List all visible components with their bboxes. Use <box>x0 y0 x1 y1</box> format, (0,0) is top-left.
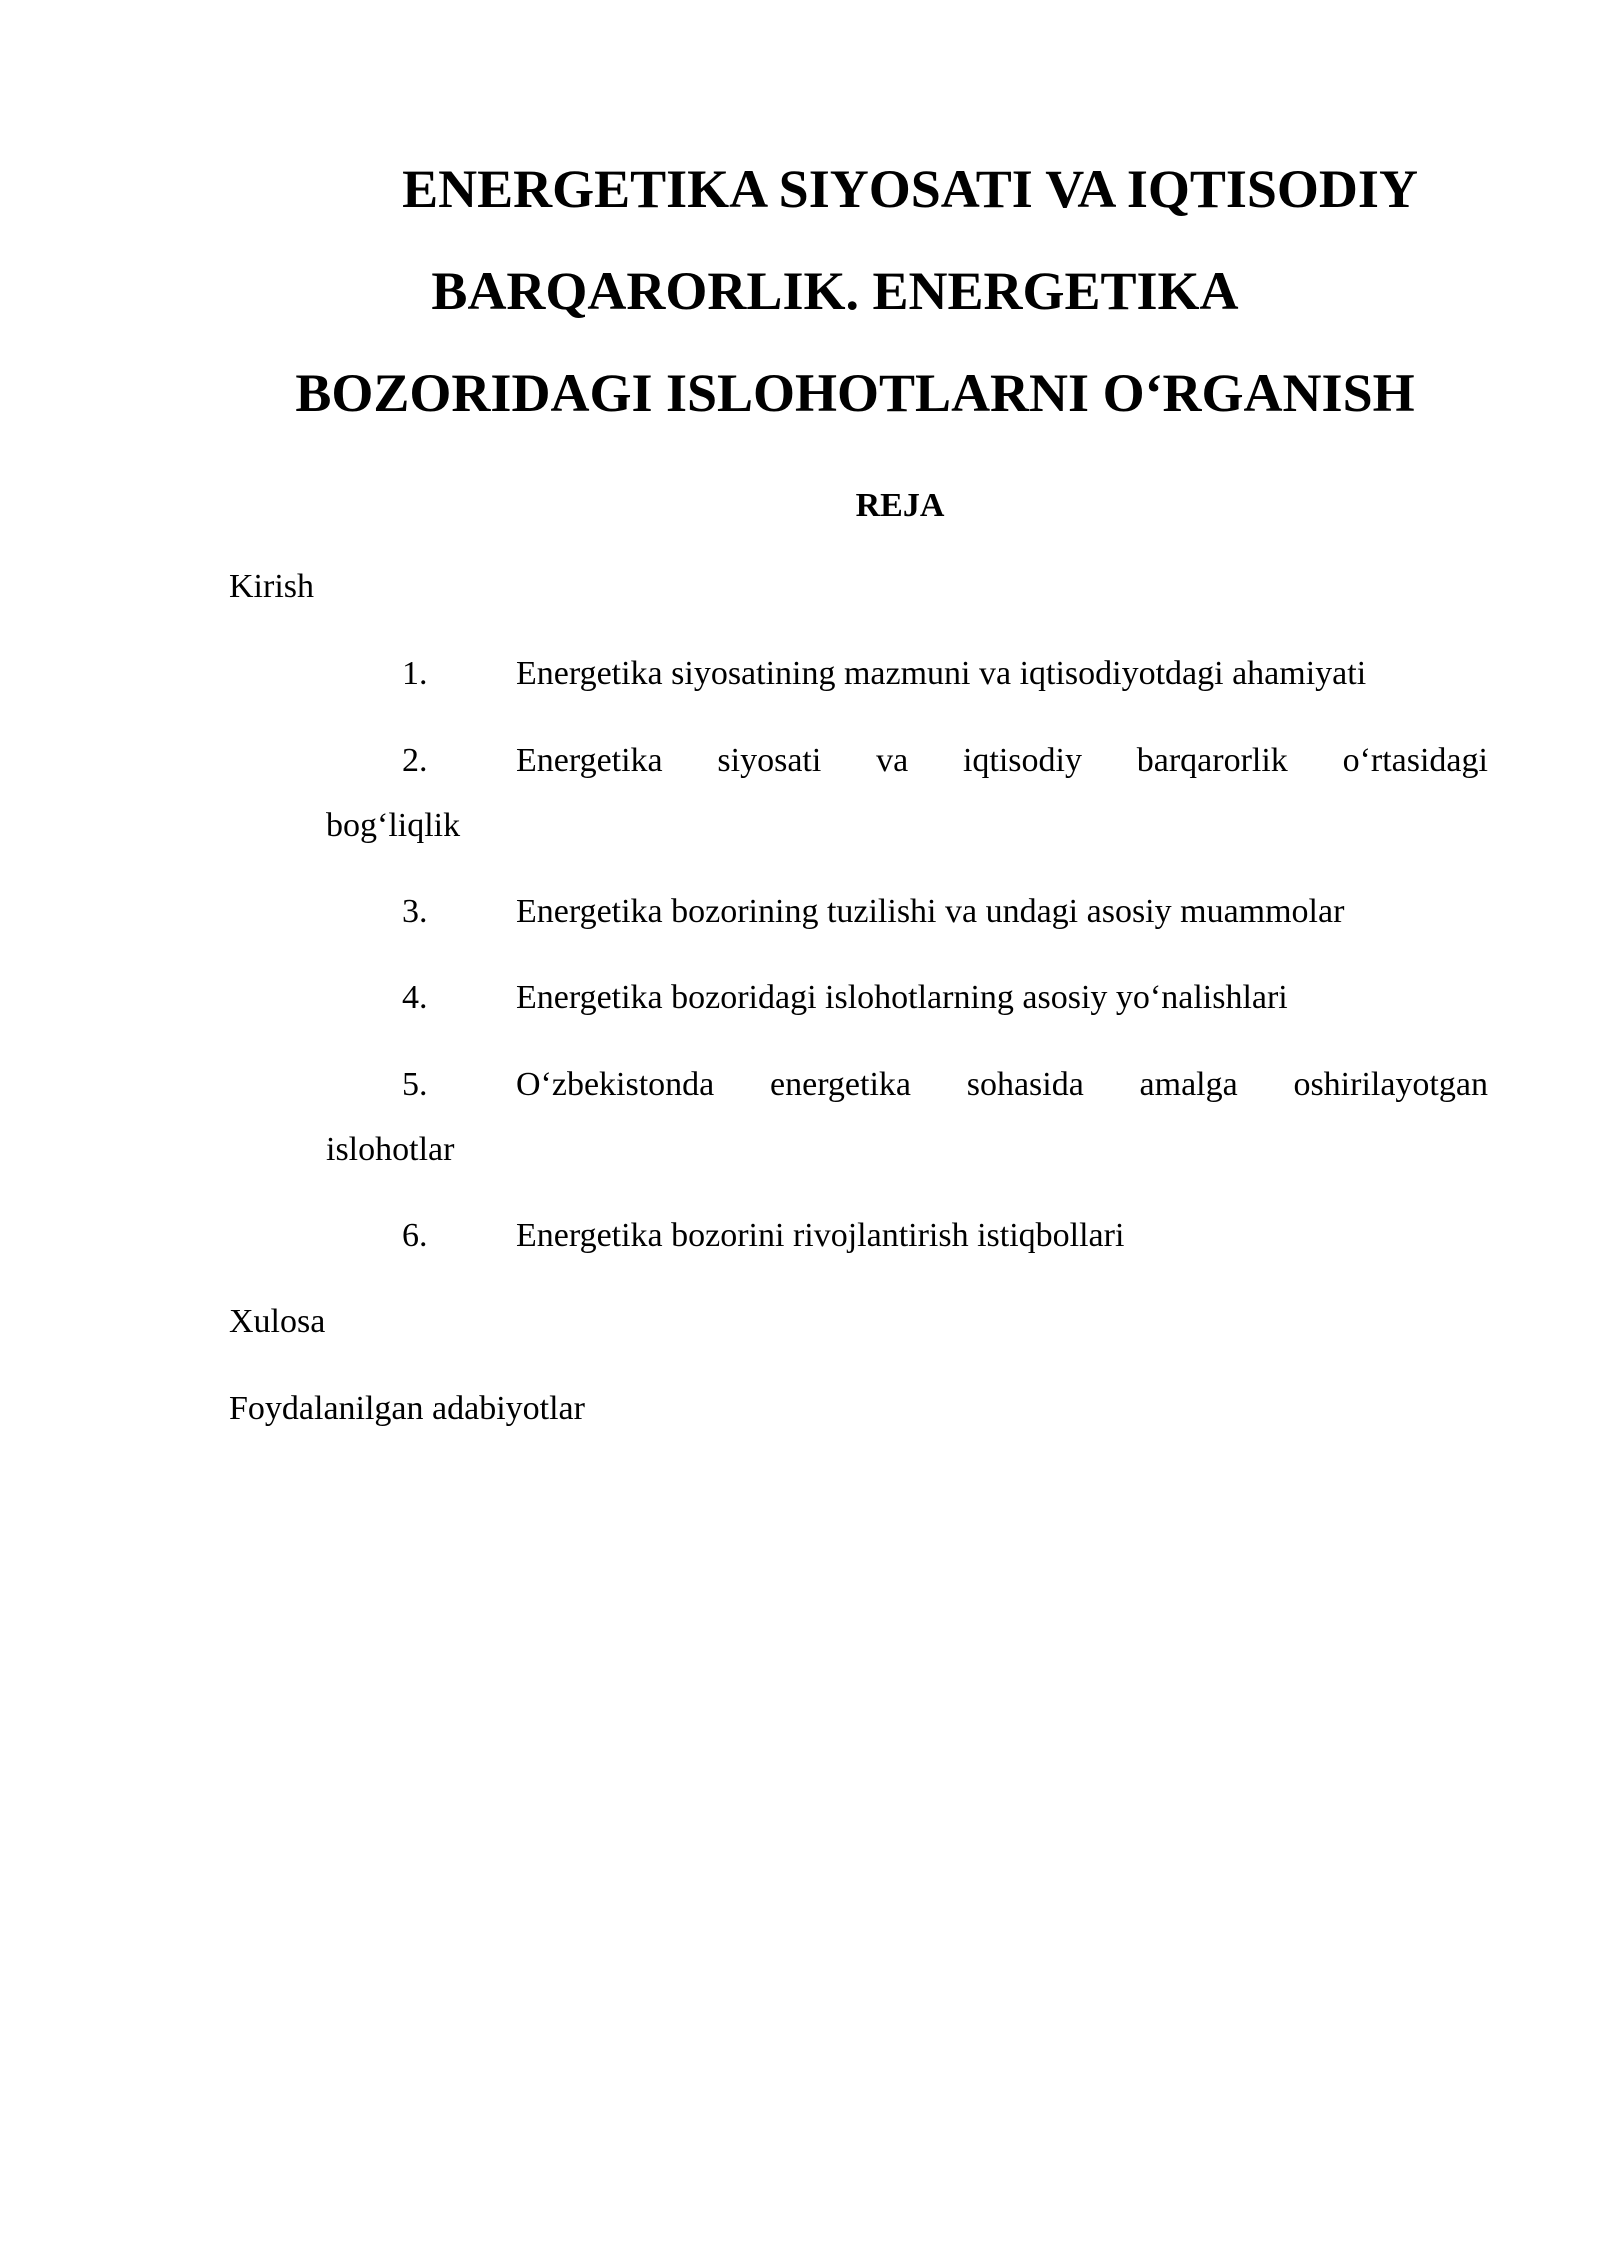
plan-item-word: energetika <box>770 1066 911 1103</box>
plan-item-word: iqtisodiy <box>962 742 1082 779</box>
plan-item-text: Energetika siyosatining mazmuni va iqtisodiyotdagi ahamiyati <box>516 655 1367 692</box>
intro-label: Kirish <box>229 568 314 605</box>
plan-item-number: 1. <box>402 655 428 692</box>
plan-item-word: va <box>876 742 909 779</box>
plan-item-word: o‘rtasidagi <box>1342 742 1488 779</box>
title-line-3: BOZORIDAGI ISLOHOTLARNI O‘RGANISH <box>295 363 1415 423</box>
plan-item-number: 5. <box>402 1066 428 1103</box>
plan-item-continuation: bog‘liqlik <box>326 807 461 844</box>
plan-item-text: Energetika bozorining tuzilishi va undagi asosiy muammolar <box>516 893 1345 930</box>
plan-item-word: barqarorlik <box>1136 742 1288 779</box>
plan-item-number: 3. <box>402 893 428 930</box>
plan-item-number: 2. <box>402 742 428 779</box>
title-line-1: ENERGETIKA SIYOSATI VA IQTISODIY <box>402 159 1418 219</box>
plan-heading: REJA <box>855 487 945 524</box>
plan-item-word: siyosati <box>717 742 822 779</box>
plan-item-text <box>516 742 1488 780</box>
plan-item-word: oshirilayotgan <box>1293 1066 1488 1103</box>
conclusion-label: Xulosa <box>229 1303 326 1340</box>
plan-item-word: Energetika <box>516 742 663 779</box>
title-line-2: BARQARORLIK. ENERGETIKA <box>431 261 1239 321</box>
plan-item-word: O‘zbekistonda <box>516 1066 715 1103</box>
plan-item-continuation: islohotlar <box>326 1131 455 1168</box>
references-label: Foydalanilgan adabiyotlar <box>229 1390 585 1427</box>
plan-item-word: sohasida <box>966 1066 1084 1103</box>
plan-item-text <box>516 1066 1488 1104</box>
plan-item-text: Energetika bozoridagi islohotlarning asosiy yo‘nalishlari <box>516 979 1288 1016</box>
plan-item-number: 6. <box>402 1217 428 1254</box>
plan-item-number: 4. <box>402 979 428 1016</box>
plan-item-text: Energetika bozorini rivojlantirish istiqbollari <box>516 1217 1125 1254</box>
plan-item-word: amalga <box>1139 1066 1238 1103</box>
